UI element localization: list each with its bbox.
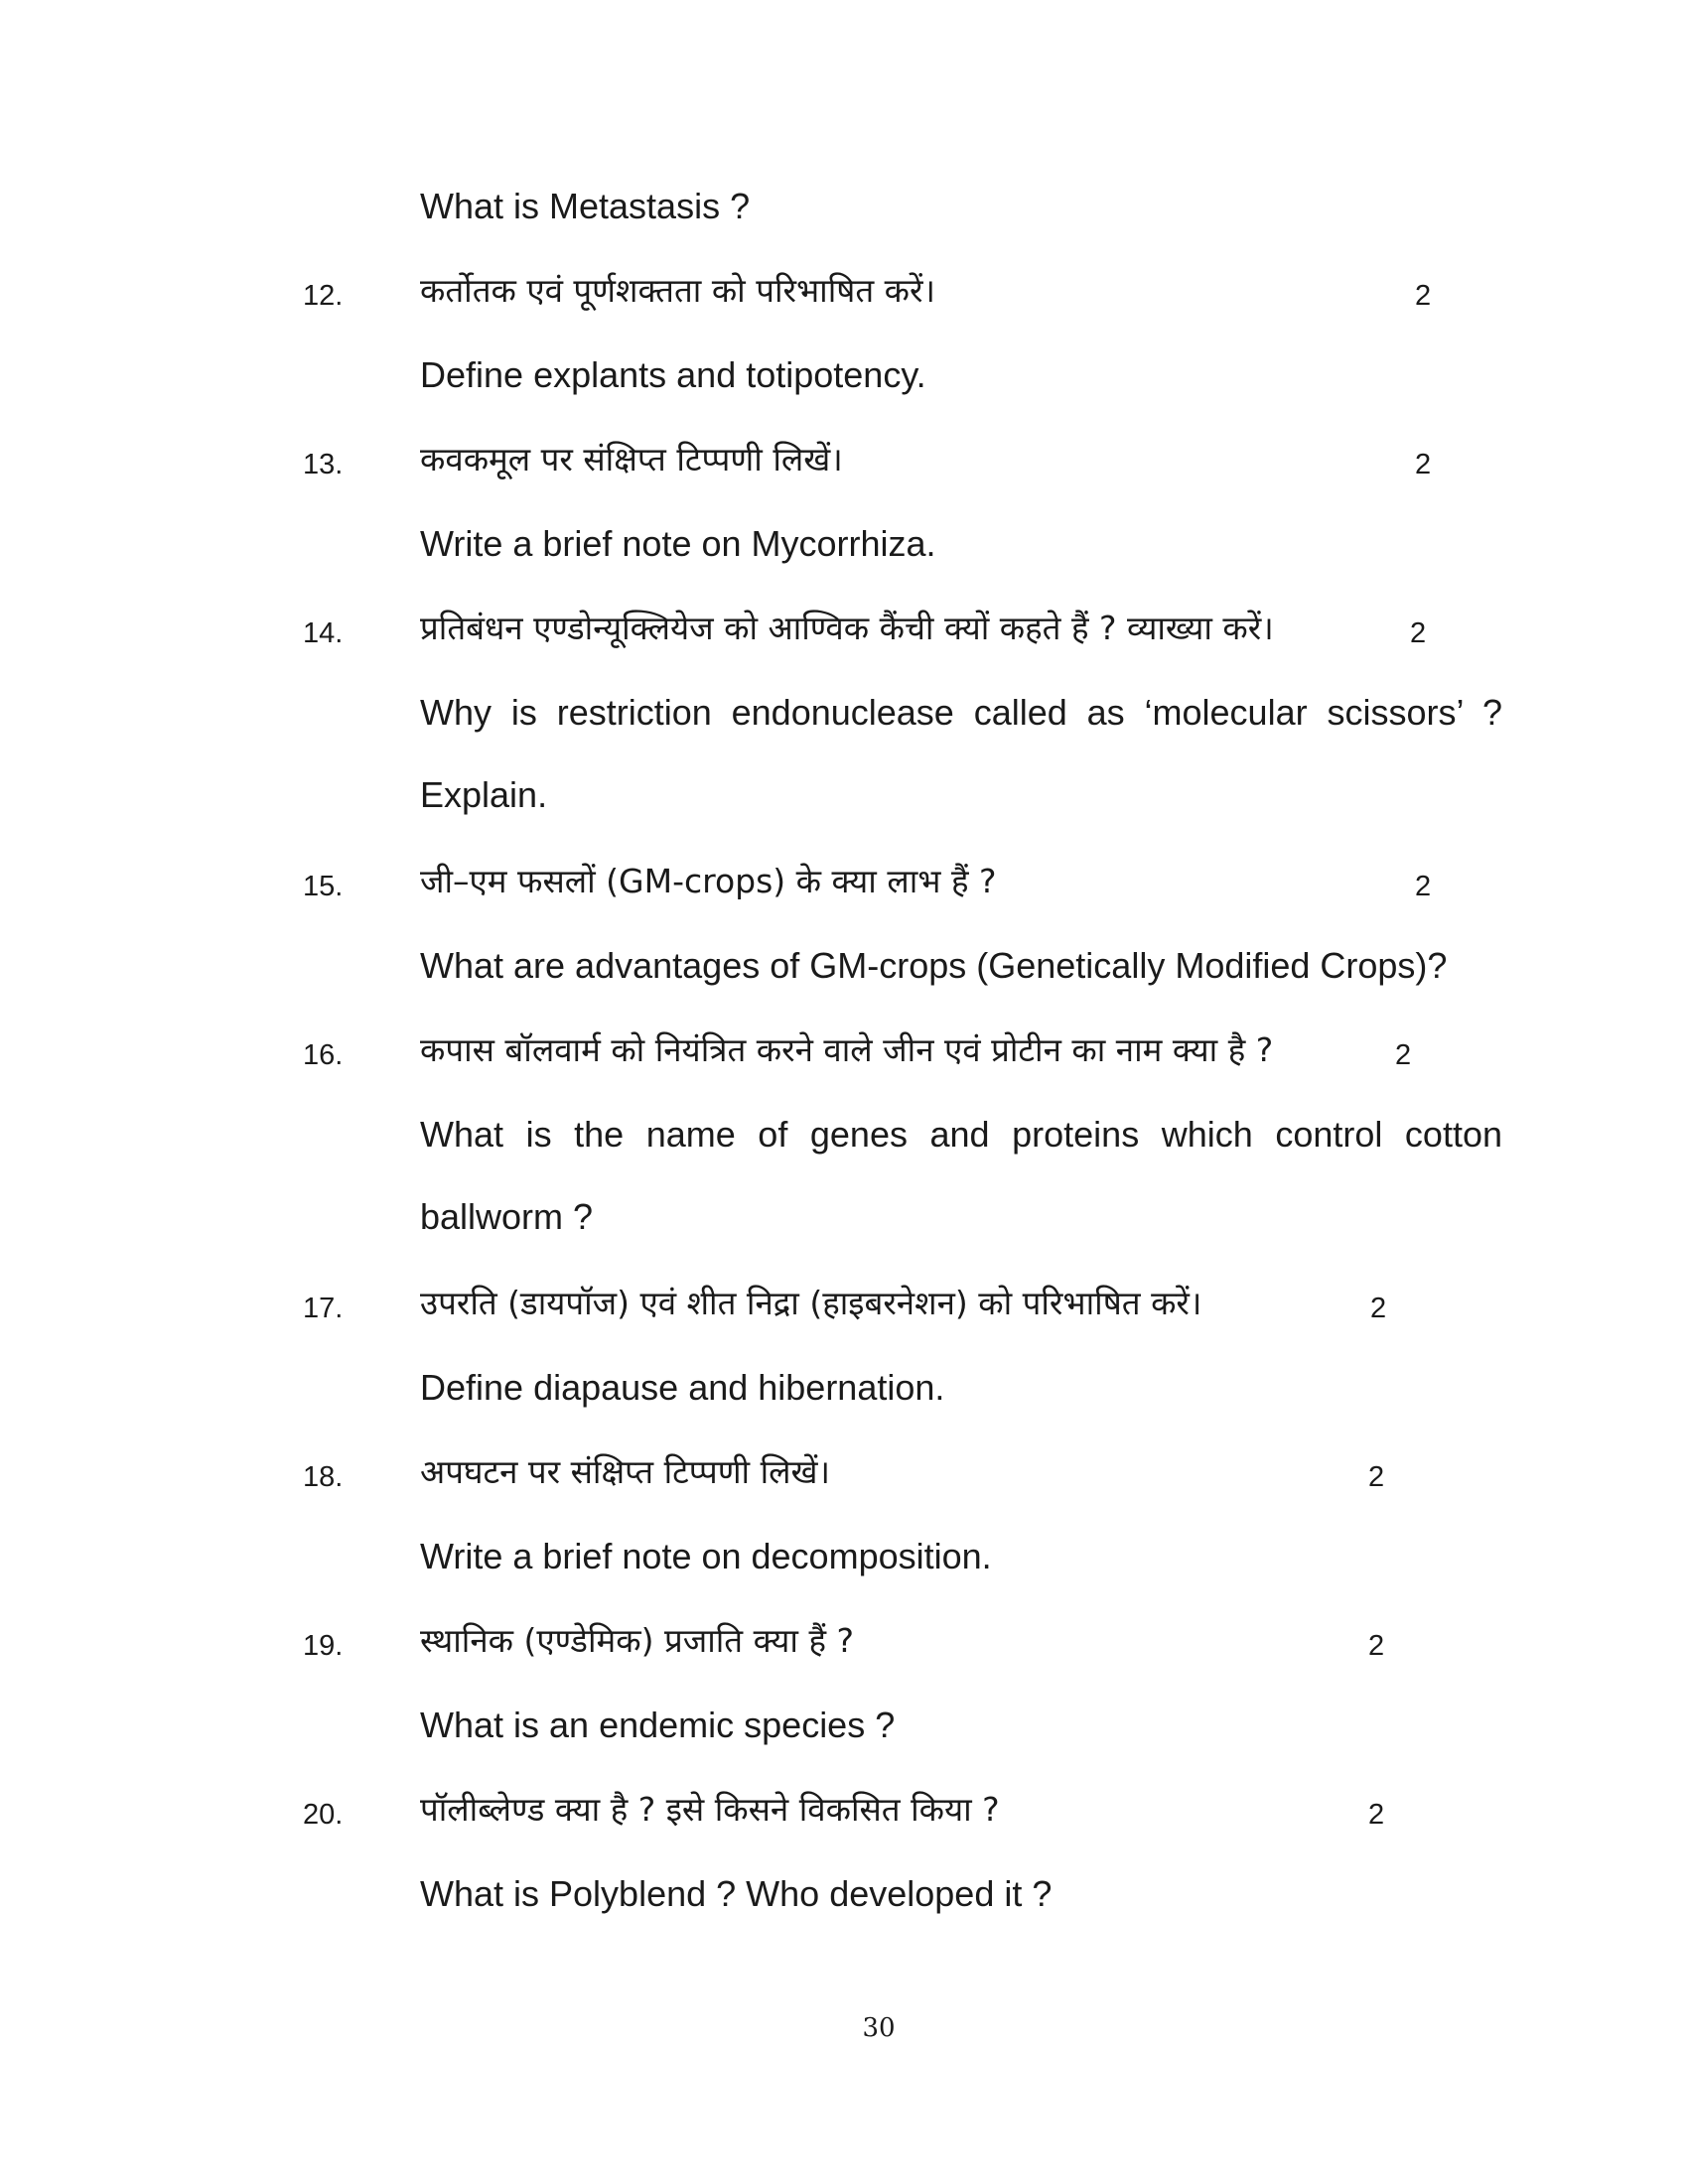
question-english: Write a brief note on decomposition. <box>420 1536 992 1576</box>
question-hindi: प्रतिबंधन एण्डोन्यूक्लियेज को आण्विक कैंची क्यों कहते हैं ? व्याख्या करें। <box>420 609 1274 647</box>
question-english: What are advantages of GM-crops (Genetically Modified Crops)? <box>420 945 1448 986</box>
question-english: What is an endemic species ? <box>420 1705 896 1745</box>
question-hindi: कवकमूल पर संक्षिप्त टिप्पणी लिखें। <box>420 440 843 478</box>
question-hindi: उपरति (डायपॉज) एवं शीत निद्रा (हाइबरनेशन) को परिभाषित करें। <box>420 1284 1202 1322</box>
question-number: 14. <box>303 617 344 649</box>
question-marks: 2 <box>1370 1293 1387 1324</box>
question-english: Define diapause and hibernation. <box>420 1367 945 1408</box>
question-number: 17. <box>303 1293 344 1324</box>
question-number: 13. <box>303 449 344 480</box>
question-english: What is Polyblend ? Who developed it ? <box>420 1873 1053 1914</box>
question-marks: 2 <box>1368 1461 1385 1493</box>
question-english: Why is restriction endonuclease called as ‘molecular scissors’ ? <box>420 692 1502 733</box>
question-hindi: स्थानिक (एण्डेमिक) प्रजाति क्या हैं ? <box>420 1621 854 1660</box>
question-number: 18. <box>303 1461 344 1493</box>
question-hindi: कर्तोतक एवं पूर्णशक्तता को परिभाषित करें। <box>420 271 936 310</box>
question-english: What is the name of genes and proteins which control cotton <box>420 1114 1502 1155</box>
question-number: 12. <box>303 280 344 312</box>
question-english: Define explants and totipotency. <box>420 354 926 395</box>
page-number: 30 <box>862 2013 896 2043</box>
question-number: 19. <box>303 1630 344 1662</box>
question-marks: 2 <box>1410 617 1427 649</box>
question-english: Explain. <box>420 774 548 815</box>
question-hindi: जी–एम फसलों (GM-crops) के क्या लाभ हैं ? <box>420 862 997 900</box>
question-english: ballworm ? <box>420 1196 594 1237</box>
question-number: 15. <box>303 871 344 902</box>
lead-line: What is Metastasis ? <box>420 186 751 226</box>
question-hindi: कपास बॉलवार्म को नियंत्रित करने वाले जीन एवं प्रोटीन का नाम क्या है ? <box>420 1030 1274 1069</box>
question-english: Write a brief note on Mycorrhiza. <box>420 523 936 564</box>
question-marks: 2 <box>1415 449 1432 480</box>
question-marks: 2 <box>1415 280 1432 312</box>
question-marks: 2 <box>1415 871 1432 902</box>
question-hindi: पॉलीब्लेण्ड क्या है ? इसे किसने विकसित किया ? <box>420 1790 1000 1829</box>
question-marks: 2 <box>1368 1630 1385 1662</box>
question-marks: 2 <box>1395 1039 1412 1071</box>
question-hindi: अपघटन पर संक्षिप्त टिप्पणी लिखें। <box>420 1452 831 1491</box>
question-number: 20. <box>303 1799 344 1831</box>
question-number: 16. <box>303 1039 344 1071</box>
question-marks: 2 <box>1368 1799 1385 1831</box>
